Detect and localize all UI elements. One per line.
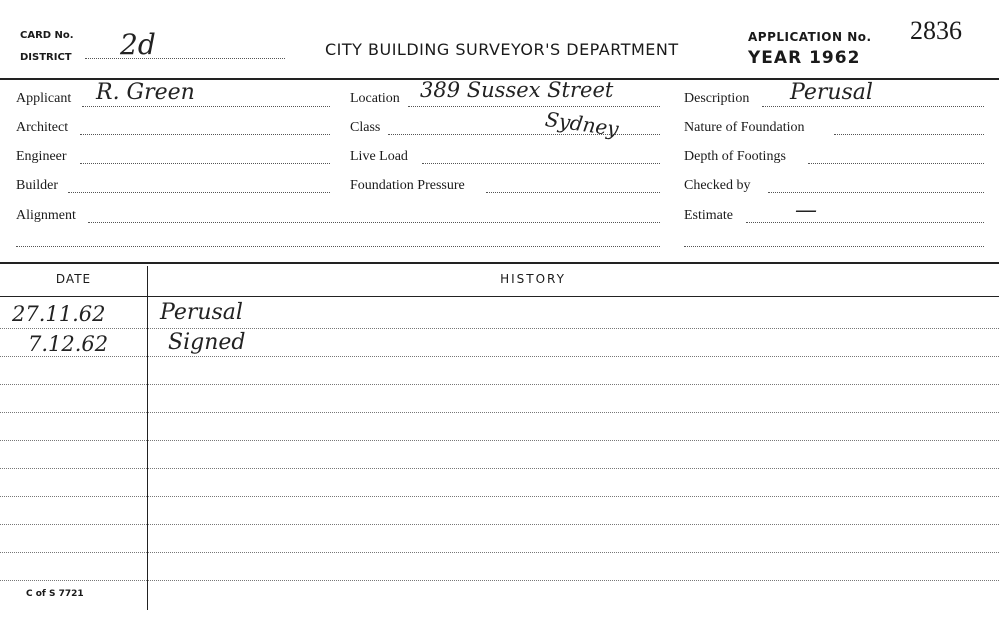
description-label: Description [684,91,750,106]
alignment-label: Alignment [16,208,76,223]
applicant-value: R. Green [96,80,195,105]
location-label: Location [350,91,400,106]
applicant-label: Applicant [16,91,72,106]
class-line [388,134,660,135]
history-entry-date: 7.12.62 [28,332,109,356]
history-entry-text: Signed [168,330,246,355]
history-entry-date: 27.11.62 [12,302,106,326]
history-row-line [0,412,999,413]
department-title: CITY BUILDING SURVEYOR'S DEPARTMENT [325,40,679,59]
estimate-label: Estimate [684,208,733,223]
depth-label: Depth of Footings [684,149,786,164]
card-no-label: CARD No. [20,30,74,41]
history-row-line [0,384,999,385]
alignment-line-2 [16,246,660,247]
estimate-line [746,222,984,223]
foundation-pressure-label: Foundation Pressure [350,178,465,193]
class-label: Class [350,120,381,135]
date-column-header: DATE [55,272,92,286]
checked-line [768,192,984,193]
engineer-line [80,163,330,164]
history-entry-text: Perusal [160,300,243,325]
history-row-line [0,552,999,553]
engineer-label: Engineer [16,149,67,164]
class-value: Sydney [543,106,621,142]
history-top-rule [0,262,999,264]
history-header-rule [0,296,999,297]
application-number: 2836 [910,16,962,45]
description-value: Perusal [790,80,873,105]
alignment-line [88,222,660,223]
history-column-header: HISTORY [500,272,566,286]
applicant-line [82,106,330,107]
description-line [762,106,984,107]
history-row-line [0,496,999,497]
history-row-line [0,524,999,525]
history-divider [147,266,148,610]
depth-line [808,163,984,164]
live-load-line [422,163,660,164]
location-line [408,106,660,107]
foundation-pressure-line [486,192,660,193]
application-label: APPLICATION No. [748,30,872,44]
card-no-value: 2d [120,28,156,61]
architect-label: Architect [16,120,69,135]
history-row-line [0,356,999,357]
architect-line [80,134,330,135]
checked-label: Checked by [684,178,751,193]
card-no-line [85,58,285,59]
district-label: DISTRICT [20,52,72,63]
location-value: 389 Sussex Street [420,78,614,102]
live-load-label: Live Load [350,149,408,164]
history-row-line [0,580,999,581]
history-row-line [0,440,999,441]
history-row-line [0,328,999,329]
builder-label: Builder [16,178,58,193]
builder-line [68,192,330,193]
nature-label: Nature of Foundation [684,120,805,135]
estimate-line-2 [684,246,984,247]
nature-line [834,134,984,135]
history-row-line [0,468,999,469]
year-label: YEAR 1962 [748,48,861,68]
estimate-value: — [795,198,817,223]
form-code: C of S 7721 [26,589,84,599]
